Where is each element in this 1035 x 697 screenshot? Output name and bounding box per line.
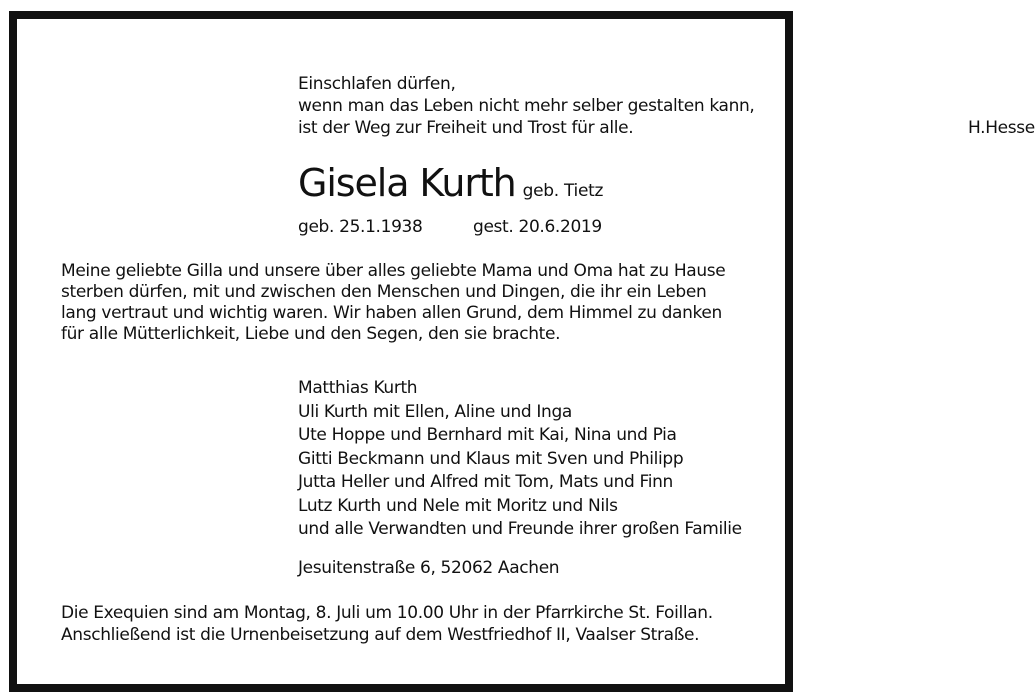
mourners-list [298,378,742,543]
deceased-name: Gisela Kurth [298,161,516,205]
obituary-border [9,11,1035,692]
birth-date: geb. 25.1.1938 [298,217,423,237]
service-line: Anschließend ist die Urnenbeisetzung auf dem Westfriedhof II, Vaalser Straße. [61,625,700,645]
motto-line: Einschlafen dürfen, [298,74,456,94]
service-line: Die Exequien sind am Montag, 8. Juli um 10.00 Uhr in der Pfarrkirche St. Foillan. [61,603,713,623]
death-date: gest. 20.6.2019 [473,217,602,237]
funeral-service-info [61,603,713,647]
message-line: für alle Mütterlichkeit, Liebe und den Segen, den sie brachte. [61,324,561,344]
mourner-line: Ute Hoppe und Bernhard mit Kai, Nina und Pia [298,425,677,445]
motto-author: H.Hesse [968,118,1035,138]
mourner-line: Uli Kurth mit Ellen, Aline und Inga [298,401,572,422]
message-line: lang vertraut und wichtig waren. Wir haben allen Grund, dem Himmel zu danken [61,303,722,323]
maiden-name: geb. Tietz [522,181,604,201]
family-address: Jesuitenstraße 6, 52062 Aachen [298,558,560,578]
mourner-line: Gitti Beckmann und Klaus mit Sven und Philipp [298,448,684,469]
mourner-line: und alle Verwandten und Freunde ihrer großen Familie [298,519,742,539]
mourner-line: Matthias Kurth [298,378,418,398]
deceased-name-block [298,161,603,205]
motto-quote [298,74,1035,140]
motto-line: ist der Weg zur Freiheit und Trost für alle. [298,118,634,138]
mourner-line: Jutta Heller und Alfred mit Tom, Mats und Finn [298,472,673,492]
mourner-line: Lutz Kurth und Nele mit Moritz und Nils [298,495,618,516]
obituary-message [61,261,766,345]
message-line: Meine geliebte Gilla und unsere über alles geliebte Mama und Oma hat zu Hause [61,261,726,281]
motto-line: wenn man das Leben nicht mehr selber gestalten kann, [298,96,755,116]
message-line: sterben dürfen, mit und zwischen den Menschen und Dingen, die ihr ein Leben [61,282,707,302]
